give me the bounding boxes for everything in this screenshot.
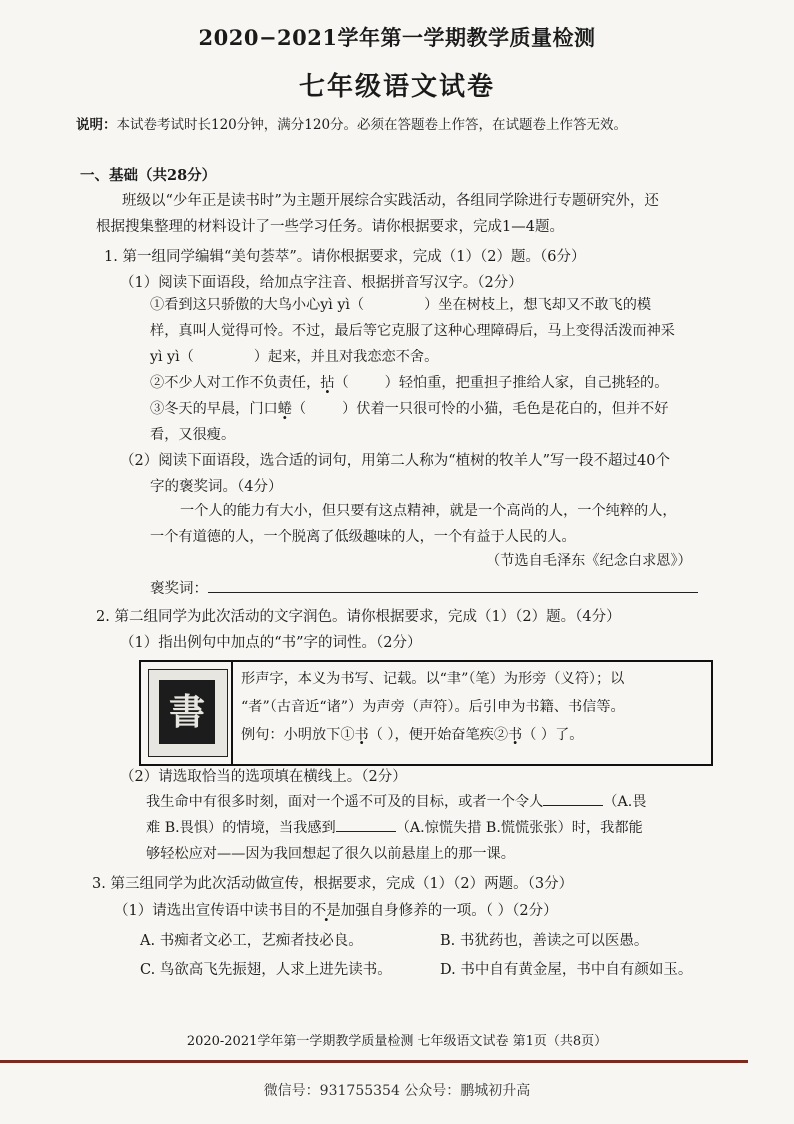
para-part1: 我生命中有很多时刻，面对一个遥不可及的目标，或者一个令人 xyxy=(146,794,544,810)
q1-sub2-line1: （2）阅读下面语段，选合适的词句，用第二人称为“植树的牧羊人”写一段不超过40个 xyxy=(120,453,670,469)
q1-line4-part2: ）轻怕重，把重担子推给人家，自己挑轻的。 xyxy=(384,375,669,391)
fill-blank-1[interactable] xyxy=(543,791,603,806)
option-d[interactable]: D. 书中自有黄金屋，书中自有颜如玉。 xyxy=(440,962,693,978)
box-line1: 形声字，本义为书写、记载。以“聿”（笔）为形旁（义符）；以 xyxy=(241,671,625,687)
q1-line5-part2: ）伏着一只很可怜的小猫，毛色是花白的，但并不好 xyxy=(342,401,669,417)
q2-stem: 2. 第二组同学为此次活动的文字润色。请你根据要求，完成（1）（2）题。（4分） xyxy=(96,609,621,625)
q2-sub2: （2）请选取恰当的选项填在横线上。（2分） xyxy=(120,769,407,785)
q1-line5-paren: （ xyxy=(291,401,307,417)
q1-line3 xyxy=(150,344,438,370)
q3-sub1 xyxy=(114,898,558,924)
dotted-char: 蜷 xyxy=(277,401,292,417)
q3-sub1-part1: （1）请选出宣传语中读书目的 xyxy=(114,903,312,919)
option-c[interactable]: C. 鸟欲高飞先振翅，人求上进先读书。 xyxy=(140,962,392,978)
praise-label: 褒奖词： xyxy=(150,581,208,597)
q1-stem: 1. 第一组同学编辑“美句荟萃”。请你根据要求，完成（1）（2）题。（6分） xyxy=(104,249,586,265)
footer-rule xyxy=(0,1060,748,1063)
option-a[interactable]: A. 书痴者文必工，艺痴者技必良。 xyxy=(140,933,363,949)
option-b[interactable]: B. 书犹药也，善读之可以医愚。 xyxy=(440,933,649,949)
q1-line1-part2: ）坐在树枝上，想飞却又不敢飞的模 xyxy=(424,297,652,313)
q1-sub2-line2: 字的褒奖词。（4分） xyxy=(150,479,283,495)
box-line2: “者”（古音近“诸”）为声旁（声符）。后引申为书籍、书信等。 xyxy=(241,699,625,715)
box-text xyxy=(241,665,625,749)
instructions xyxy=(76,113,627,133)
q2-para-line3: 够轻松应对——因为我回想起了很久以前悬崖上的那一课。 xyxy=(146,846,515,862)
exam-subtitle: 七年级语文试卷 xyxy=(298,72,495,102)
quote-line2: 一个有道德的人，一个脱离了低级趣味的人，一个有益于人民的人。 xyxy=(150,529,576,545)
page-footer: 2020-2021学年第一学期教学质量检测 七年级语文试卷 第1页（共8页） xyxy=(186,1034,608,1049)
q1-line3-part1: yì yì（ xyxy=(150,349,194,365)
seal-character: 書 xyxy=(159,680,215,744)
instructions-label: 说明： xyxy=(76,117,117,133)
q1-line2: 样，真叫人觉得可怜。不过，最后等它克服了这种心理障碍后，马上变得活泼而神采 xyxy=(150,323,675,339)
q2-sub1: （1）指出例句中加点的“书”字的词性。（2分） xyxy=(120,635,422,651)
section-intro-line2: 根据搜集整理的材料设计了一些学习任务。请你根据要求，完成1—4题。 xyxy=(96,219,564,235)
fill-blank-2[interactable] xyxy=(336,817,396,832)
example-part3: （ ）了。 xyxy=(522,727,584,743)
q1-line1-part1: ①看到这只骄傲的大鸟小心yì yì（ xyxy=(150,297,365,313)
para-part3: 难 B.畏惧）的情境，当我感到 xyxy=(146,820,336,836)
para-part4: （A.惊慌失措 B.慌慌张张）时，我都能 xyxy=(395,820,643,836)
q1-line1 xyxy=(150,292,651,318)
character-explanation-box xyxy=(139,660,713,766)
q1-sub1: （1）阅读下面语段，给加点字注音、根据拼音写汉字。（2分） xyxy=(120,275,523,291)
seal-script-image xyxy=(148,669,228,757)
section-heading: 一、基础（共28分） xyxy=(80,167,217,184)
q1-line3-part2: ）起来，并且对我恋恋不舍。 xyxy=(253,349,439,365)
box-divider xyxy=(231,662,233,764)
quote-source: （节选自毛泽东《纪念白求恩》） xyxy=(486,553,692,569)
example-part2: （ ），便开始奋笔疾② xyxy=(368,727,509,743)
praise-answer-row xyxy=(150,576,698,602)
section-intro-line1: 班级以“少年正是读书时”为主题开展综合实践活动，各组同学除进行专题研究外，还 xyxy=(122,193,659,209)
exam-title: 2020−2021学年第一学期教学质量检测 xyxy=(198,25,596,50)
watermark-text: 微信号：931755354 公众号：鹏城初升高 xyxy=(263,1083,531,1099)
q1-line6: 看，又很瘦。 xyxy=(150,427,236,443)
quote-line1: 一个人的能力有大小，但只要有这点精神，就是一个高尚的人，一个纯粹的人， xyxy=(180,503,677,519)
q1-line4 xyxy=(150,370,668,396)
q2-para-line2 xyxy=(146,815,643,841)
q3-sub1-part2: 加强自身修养的一项。（ ）（2分） xyxy=(340,903,558,919)
dotted-char: 书 xyxy=(354,727,369,743)
q1-line5 xyxy=(150,396,668,422)
q1-line5-part1: ③冬天的早晨，门口 xyxy=(150,401,278,417)
q2-para-line1 xyxy=(146,789,646,815)
q3-stem: 3. 第三组同学为此次活动做宣传，根据要求，完成（1）（2）两题。（3分） xyxy=(92,876,574,892)
dotted-text: 不是 xyxy=(311,903,341,919)
para-part2: （A.畏 xyxy=(603,794,647,810)
box-example xyxy=(241,721,625,749)
dotted-char: 书 xyxy=(508,727,523,743)
dotted-char: 拈 xyxy=(320,375,335,391)
q1-line4-paren: （ xyxy=(334,375,349,391)
instructions-text: 本试卷考试时长120分钟，满分120分。必须在答题卷上作答，在试题卷上作答无效。 xyxy=(116,117,628,133)
q1-line4-part1: ②不少人对工作不负责任， xyxy=(150,375,321,391)
example-part1: 例句：小明放下① xyxy=(241,727,355,743)
praise-answer-line[interactable] xyxy=(208,578,698,593)
